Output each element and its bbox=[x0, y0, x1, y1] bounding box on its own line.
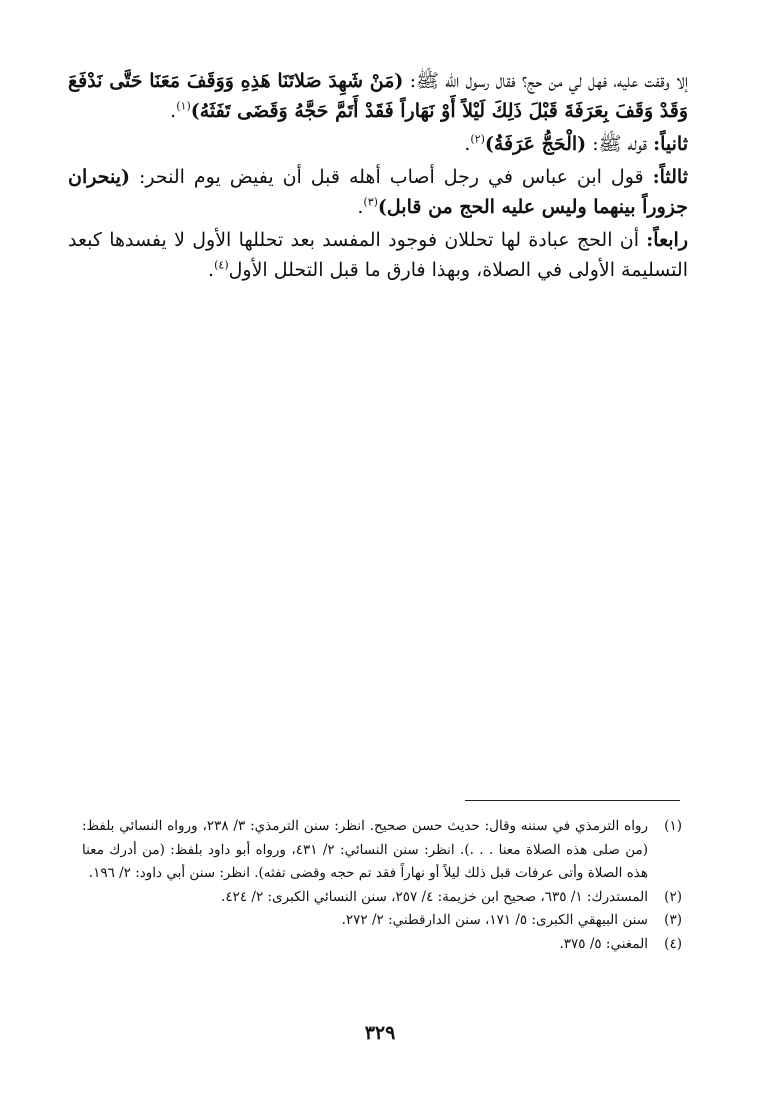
footnote-2 bbox=[82, 886, 682, 910]
footnote-ref-3: (٣) bbox=[363, 195, 378, 209]
paragraph2-hadith: (الْحَجُّ عَرَفَةُ) bbox=[484, 133, 587, 155]
paragraph3-lead: ثالثاً: bbox=[652, 166, 688, 188]
footnote-text: رواه الترمذي في سننه وقال: حديث حسن صحيح. انظر: سنن الترمذي: ٣/ ٢٣٨، ورواه النسائي بلفظ: (من صلى هذه الصلاة معنا . . .). انظر: سنن النسائي: ٢/ ٤٣١، ورواه أبو داود بلفظ: (من أدرك معنا هذه الصلاة وأتى عرفات قبل ذلك ليلاً أو نهاراً فقد تم حجه وقضى تفثه). انظر: سنن أبي داود: ٢/ ١٩٦. bbox=[82, 818, 649, 881]
footnote-text: المستدرك: ١/ ٦٣٥، صحيح ابن خزيمة: ٤/ ٢٥٧، سنن النسائي الكبرى: ٢/ ٤٢٤. bbox=[221, 888, 648, 905]
paragraph1-end: . bbox=[170, 100, 177, 122]
main-text-block bbox=[68, 66, 688, 288]
paragraph2-lead: ثانياً: bbox=[653, 133, 688, 155]
footnote-ref-1: (١) bbox=[176, 99, 191, 113]
footnote-divider bbox=[465, 800, 680, 801]
footnote-number: (٢) bbox=[664, 888, 682, 905]
paragraph4-text: أن الحج عبادة لها تحللان فوجود المفسد بعد تحللها الأول لا يفسدها كبعد التسليمة الأولى في الصلاة، وبهذا فارق ما قبل التحلل الأول bbox=[68, 229, 688, 281]
paragraph2-end: . bbox=[464, 133, 471, 155]
paragraph3-text: قول ابن عباس في رجل أصاب أهله قبل أن يفيض يوم النحر: bbox=[138, 166, 644, 188]
footnote-number: (١) bbox=[664, 818, 682, 834]
footnote-ref-4: (٤) bbox=[214, 258, 229, 272]
footnote-1 bbox=[82, 815, 682, 886]
paragraph2-text: قوله ﷺ: bbox=[592, 133, 648, 155]
footnote-3 bbox=[82, 909, 682, 933]
paragraph-fourth-evidence bbox=[68, 225, 688, 285]
footnote-text: المغني: ٥/ ٣٧٥. bbox=[559, 935, 648, 952]
footnote-ref-2: (٢) bbox=[470, 132, 485, 146]
footnotes-section bbox=[82, 815, 682, 956]
footnote-number: (٣) bbox=[664, 912, 682, 928]
paragraph-second-evidence bbox=[68, 129, 688, 159]
paragraph1-intro: إلا وقفت عليه، فهل لي من حج؟ فقال رسول الله ﷺ: bbox=[409, 70, 688, 92]
paragraph3-end: . bbox=[357, 196, 364, 218]
footnote-text: سنن البيهقي الكبرى: ٥/ ١٧١، سنن الدارقطني: ٢/ ٢٧٢. bbox=[341, 912, 648, 928]
paragraph4-lead: رابعاً: bbox=[646, 229, 688, 251]
paragraph-third-evidence bbox=[68, 162, 688, 222]
paragraph3-quote: (ينحران جزوراً بينهما وليس عليه الحج من قابل) bbox=[68, 166, 688, 218]
footnote-number: (٤) bbox=[664, 935, 682, 952]
paragraph-hadith-arafah-night bbox=[68, 66, 688, 126]
paragraph4-end: . bbox=[208, 259, 215, 281]
paragraph1-hadith: (مَنْ شَهِدَ صَلاتَنَا هَذِهِ وَوَقَفَ مَعَنَا حَتَّى نَدْفَعَ وَقَدْ وَقَفَ بِعَرَفَةَ قَبْلَ ذَلِكَ لَيْلاً أَوْ نَهَاراً فَقَدْ أَتَمَّ حَجَّهُ وَقَضَى تَفَثَهُ) bbox=[68, 70, 688, 122]
footnote-4 bbox=[82, 933, 682, 957]
page-number: ٣٢٩ bbox=[364, 1022, 396, 1044]
